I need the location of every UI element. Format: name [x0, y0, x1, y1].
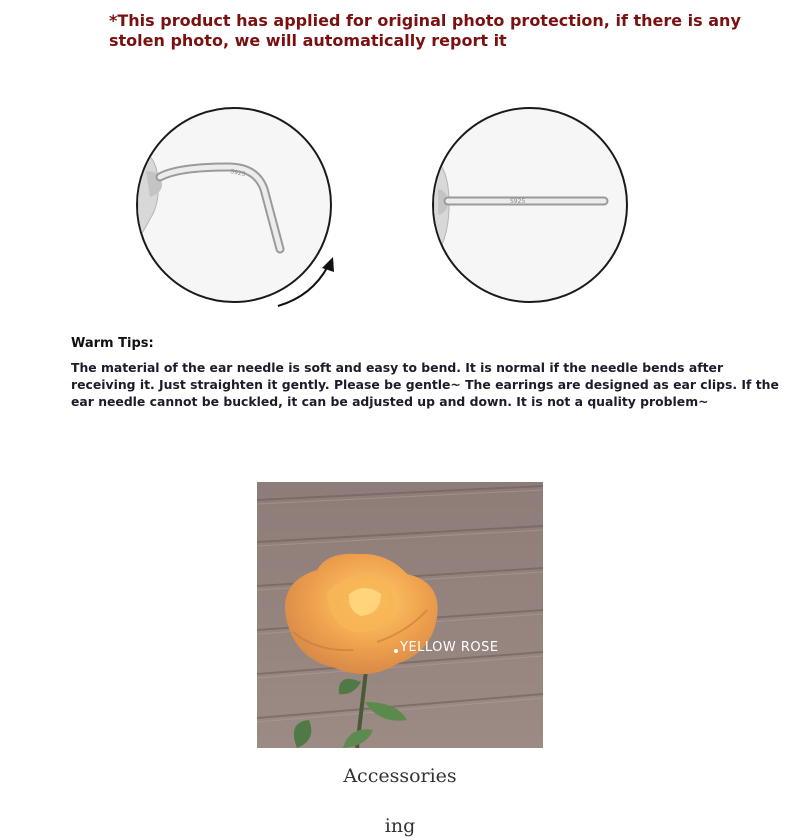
label-dot — [394, 649, 398, 653]
photo-protection-notice: *This product has applied for original photo protection, if there is any stolen photo, we will automatically report it — [109, 11, 741, 50]
svg-text:S925: S925 — [510, 198, 526, 205]
warm-tips-body: The material of the ear needle is soft and easy to bend. It is normal if the needle bends after receiving it. Just straighten it gently. Please be gentle~ The earrings are designed as ear clips. If the ear needle cannot be buckled, it can be adjusted up and down. It is not a quality problem~ — [71, 360, 779, 409]
yellow-rose-label: YELLOW ROSE — [400, 640, 499, 655]
straight-needle-circle — [432, 107, 628, 303]
warm-tips-title: Warm Tips: — [71, 336, 154, 351]
caption-accessories: Accessories — [343, 765, 457, 787]
caption-ing: ing — [384, 815, 416, 837]
curved-arrow-icon — [270, 250, 340, 310]
yellow-rose-image — [257, 482, 543, 748]
straight-ear-needle-icon — [434, 109, 626, 301]
svg-text:S925: S925 — [229, 168, 246, 179]
rose-photo — [257, 482, 543, 748]
